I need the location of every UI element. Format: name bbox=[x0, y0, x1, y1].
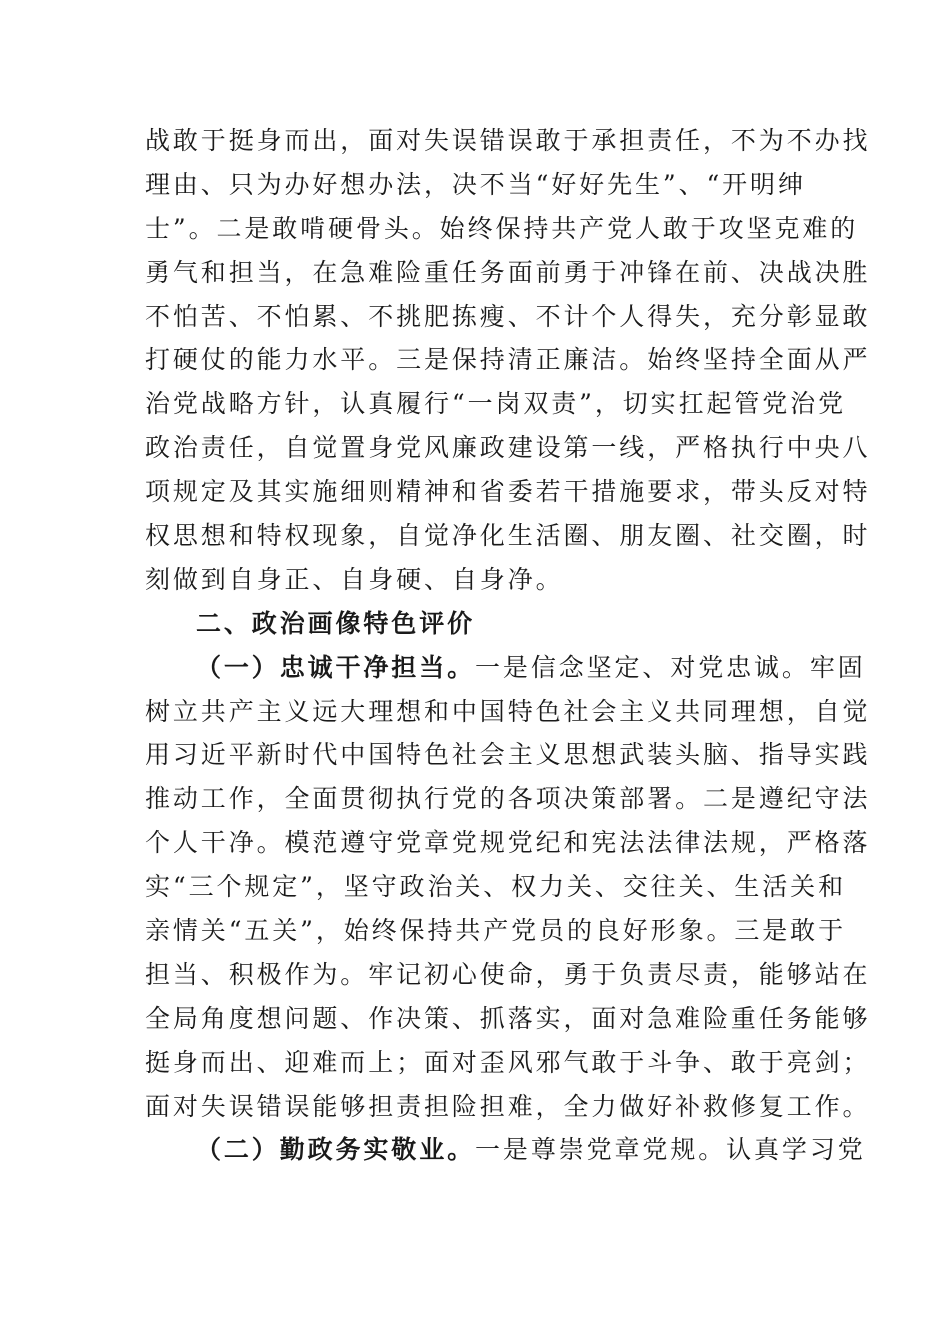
paragraph-line: 亲情关“五关”，始终保持共产党员的良好形象。三是敢于 bbox=[145, 916, 846, 946]
section-1-first-line bbox=[145, 646, 866, 690]
paragraph-line: 个人干净。模范遵守党章党规党纪和宪法法律法规，严格落 bbox=[145, 828, 871, 858]
paragraph-line: 全局角度想问题、作决策、抓落实，面对急难险重任务能够 bbox=[145, 1003, 871, 1033]
paragraph-line: 担当、积极作为。牢记初心使命，勇于负责尽责，能够站在 bbox=[145, 959, 871, 989]
section-2-first-line bbox=[145, 1128, 866, 1172]
paragraph-line: 项规定及其实施细则精神和省委若干措施要求，带头反对特 bbox=[145, 477, 871, 507]
paragraph-line: 用习近平新时代中国特色社会主义思想武装头脑、指导实践 bbox=[145, 740, 871, 770]
paragraph-line: 刻做到自身正、自身硬、自身净。 bbox=[145, 564, 564, 594]
paragraph-line: 勇气和担当，在急难险重任务面前勇于冲锋在前、决战决胜 bbox=[145, 257, 871, 287]
paragraph-line: 树立共产主义远大理想和中国特色社会主义共同理想，自觉 bbox=[145, 696, 871, 726]
section-2-lead: （二）勤政务实敬业。 bbox=[196, 1135, 476, 1165]
paragraph-line: 不怕苦、不怕累、不挑肥拣瘦、不计个人得失，充分彰显敢 bbox=[145, 301, 871, 331]
section-1-lead: （一）忠诚干净担当。 bbox=[196, 652, 476, 682]
paragraph-line: 实“三个规定”，坚守政治关、权力关、交往关、生活关和 bbox=[145, 872, 846, 902]
section-heading: 二、政治画像特色评价 bbox=[196, 608, 476, 638]
paragraph-line: 面对失误错误能够担责担险担难，全力做好补救修复工作。 bbox=[145, 1091, 871, 1121]
paragraph-line: 战敢于挺身而出，面对失误错误敢于承担责任，不为不办找 bbox=[145, 126, 871, 155]
paragraph-line: 挺身而出、迎难而上；面对歪风邪气敢于斗争、敢于亮剑； bbox=[145, 1047, 871, 1077]
section-2-first-line-text: 一是尊崇党章党规。认真学习党 bbox=[475, 1135, 866, 1165]
paragraph-line: 士”。二是敢啃硬骨头。始终保持共产党人敢于攻坚克难的 bbox=[145, 213, 859, 243]
paragraph-line: 政治责任，自觉置身党风廉政建设第一线，严格执行中央八 bbox=[145, 433, 871, 463]
section-1-first-line-text: 一是信念坚定、对党忠诚。牢固 bbox=[475, 652, 866, 682]
continued-paragraph bbox=[145, 119, 871, 1172]
paragraph-line: 打硬仗的能力水平。三是保持清正廉洁。始终坚持全面从严 bbox=[145, 345, 871, 375]
paragraph-line: 推动工作，全面贯彻执行党的各项决策部署。二是遵纪守法 bbox=[145, 784, 871, 814]
paragraph-line: 权思想和特权现象，自觉净化生活圈、朋友圈、社交圈，时 bbox=[145, 521, 871, 551]
paragraph-line: 理由、只为办好想办法，决不当“好好先生”、“开明绅 bbox=[145, 169, 806, 199]
paragraph-line: 治党战略方针，认真履行“一岗双责”，切实扛起管党治党 bbox=[145, 389, 846, 419]
